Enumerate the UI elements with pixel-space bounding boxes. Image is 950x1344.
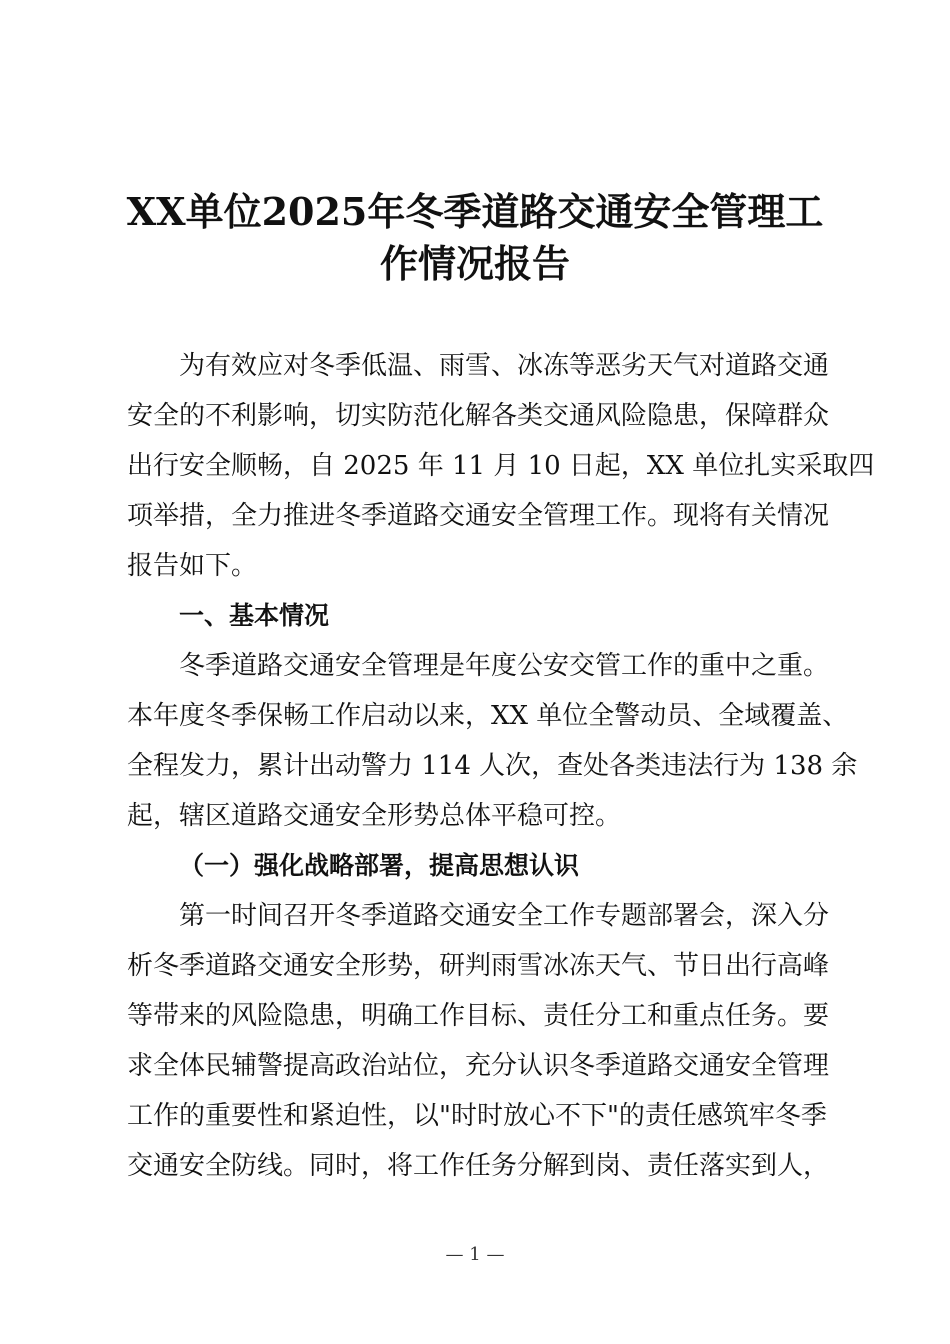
paragraph-line: 报告如下。 <box>127 551 258 581</box>
document-title-line-2: 作情况报告 <box>379 241 570 286</box>
section-heading-basic-situation: 一、基本情况 <box>179 601 330 630</box>
paragraph-line: 起，辖区道路交通安全形势总体平稳可控。 <box>127 801 622 831</box>
paragraph-line: 交通安全防线。同时，将工作任务分解到岗、责任落实到人， <box>127 1151 830 1181</box>
document-body <box>127 341 875 1191</box>
paragraph-line: 求全体民辅警提高政治站位，充分认识冬季道路交通安全管理 <box>127 1051 830 1081</box>
paragraph-line: 安全的不利影响，切实防范化解各类交通风险隐患，保障群众 <box>127 401 830 431</box>
paragraph-line: 全程发力，累计出动警力 114 人次，查处各类违法行为 138 余 <box>127 751 858 781</box>
paragraph-line: 本年度冬季保畅工作启动以来，XX 单位全警动员、全域覆盖、 <box>127 701 849 731</box>
paragraph-line: 等带来的风险隐患，明确工作目标、责任分工和重点任务。要 <box>127 1001 830 1031</box>
paragraph-line: 为有效应对冬季低温、雨雪、冰冻等恶劣天气对道路交通 <box>179 351 830 381</box>
page-number: — 1 — <box>445 1244 505 1265</box>
document-title-line-1: XX单位2025年冬季道路交通安全管理工 <box>126 189 824 234</box>
paragraph-line: 析冬季道路交通安全形势，研判雨雪冰冻天气、节日出行高峰 <box>127 951 830 981</box>
paragraph-line: 出行安全顺畅，自 2025 年 11 月 10 日起，XX 单位扎实采取四 <box>127 451 875 481</box>
paragraph-line: 第一时间召开冬季道路交通安全工作专题部署会，深入分 <box>179 901 830 931</box>
paragraph-line: 工作的重要性和紧迫性，以"时时放心不下"的责任感筑牢冬季 <box>127 1101 827 1131</box>
paragraph-line: 冬季道路交通安全管理是年度公安交管工作的重中之重。 <box>179 651 830 681</box>
subsection-heading-strengthen-deployment: （一）强化战略部署，提高思想认识 <box>179 851 580 880</box>
paragraph-line: 项举措，全力推进冬季道路交通安全管理工作。现将有关情况 <box>127 501 830 531</box>
